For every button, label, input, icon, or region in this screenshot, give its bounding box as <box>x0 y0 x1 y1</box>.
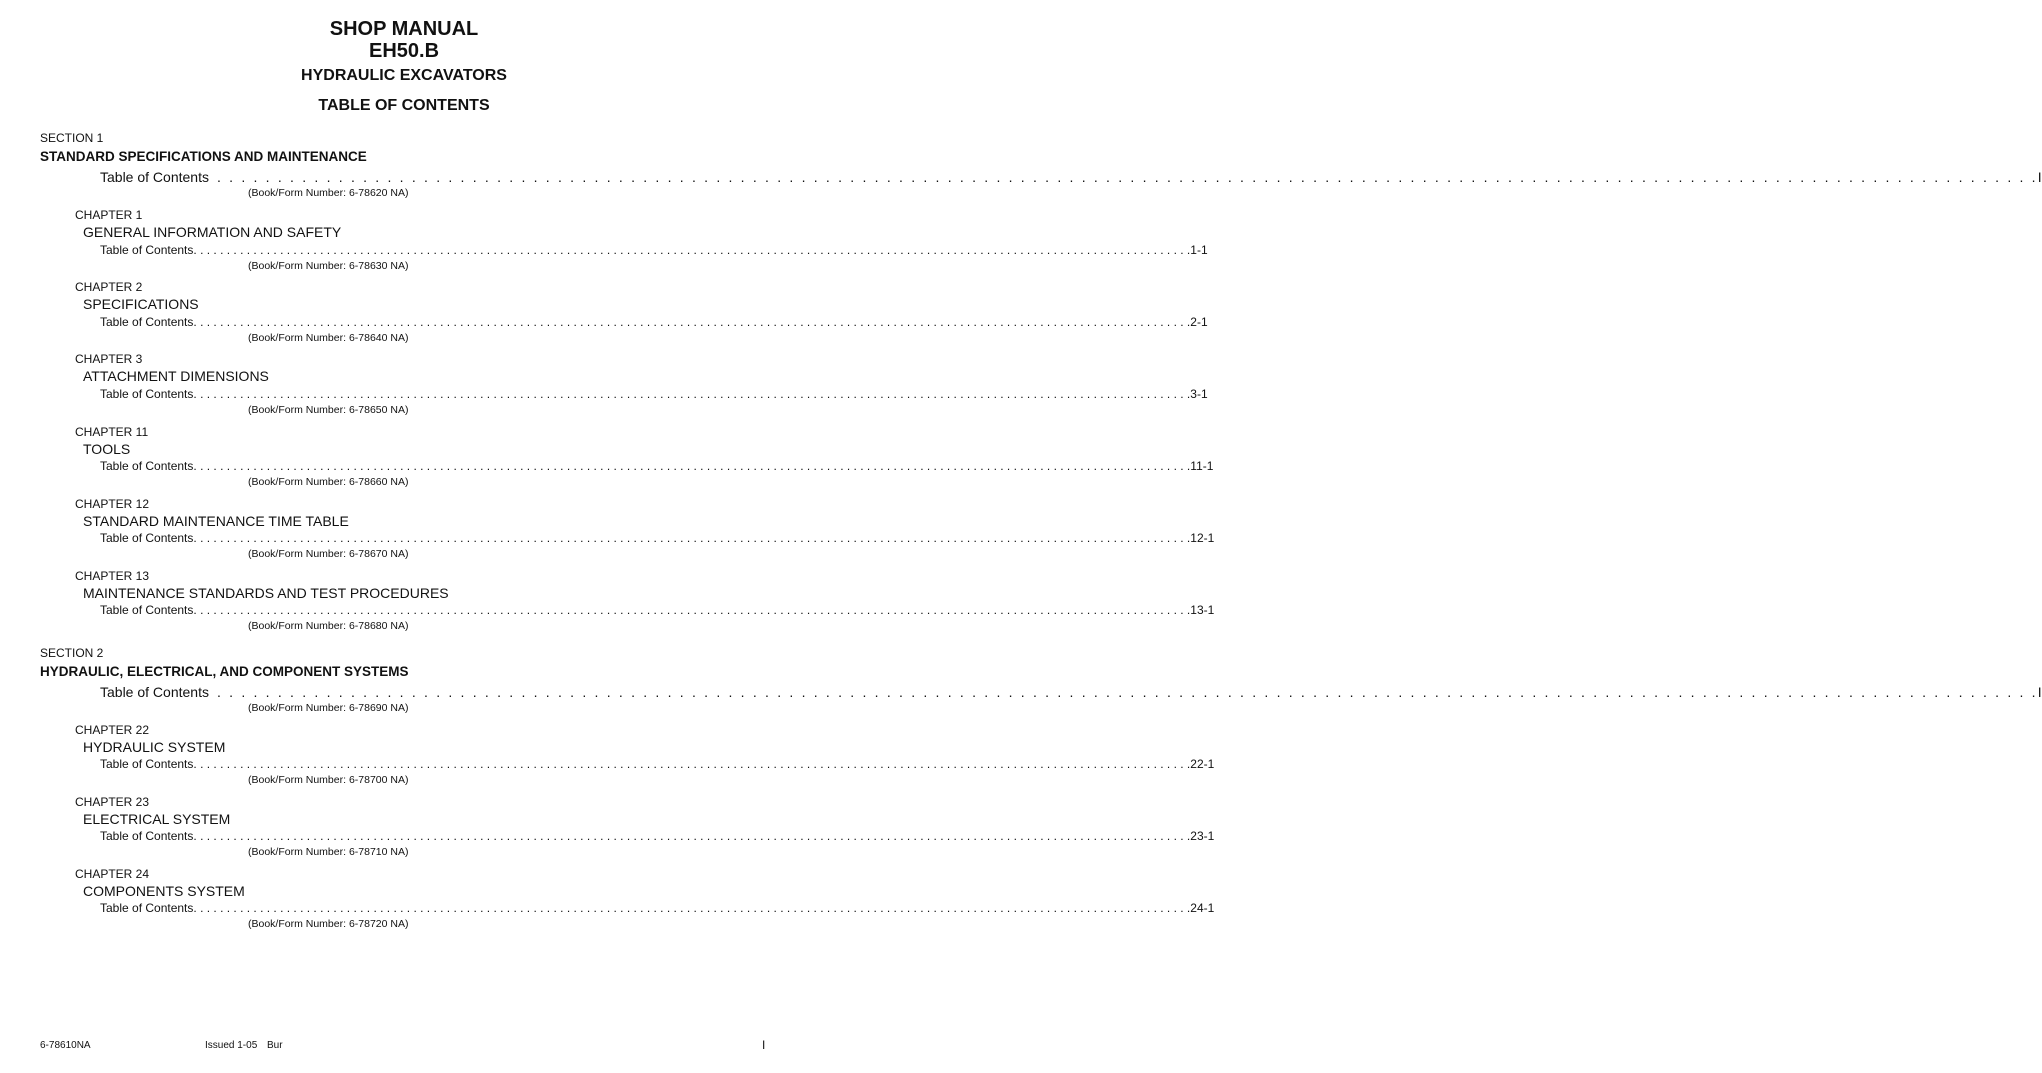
chapter-label: CHAPTER 13 <box>75 569 150 583</box>
chapter-title: COMPONENTS SYSTEM <box>83 883 245 899</box>
model-number: EH50.B <box>368 40 440 62</box>
dot-leader: . . . . . . . . . . . . . . . . . . . . . . . . . . . . . . . . . . . . . . . . . . . . . . . . . . . . . . . . . . . . . . . . . . . . . . . . . . . . . . . . . . . . . . . . . . . . . . . . . . . . . . . . . . . . . . . . . . . . . . . . . . . . . . . . . . . . . . . . . . . . . . . . . . . . . . <box>193 387 1191 401</box>
book-number: (Book/Form Number: 6-78630 NA) <box>248 260 409 272</box>
manual-subtitle: HYDRAULIC EXCAVATORS <box>301 67 507 84</box>
chapter-toc-entry[interactable] <box>100 315 1208 329</box>
chapter-title: ELECTRICAL SYSTEM <box>83 811 231 827</box>
book-number: (Book/Form Number: 6-78680 NA) <box>248 620 409 632</box>
chapter-label: CHAPTER 12 <box>75 497 150 511</box>
page-number: 1-1 <box>1190 243 1208 257</box>
chapter-label: CHAPTER 23 <box>75 795 150 809</box>
toc-label: Table of Contents <box>100 387 194 401</box>
dot-leader: . . . . . . . . . . . . . . . . . . . . . . . . . . . . . . . . . . . . . . . . . . . . . . . . . . . . . . . . . . . . . . . . . . . . . . . . . . . . . . . . . . . . . . . . . . . . . . . . . . . . . . . . . . . . . . . . . . . . . . . . . . . . . . . . . . . . . . . . . . . . . . . . . . . . . . <box>193 243 1191 257</box>
toc-label: Table of Contents <box>100 243 194 257</box>
chapter-toc-entry[interactable] <box>100 603 1215 617</box>
book-number: (Book/Form Number: 6-78650 NA) <box>248 404 409 416</box>
toc-label: Table of Contents <box>100 459 194 473</box>
footer-page-number: I <box>762 1038 766 1052</box>
manual-title: SHOP MANUAL <box>329 18 479 40</box>
dot-leader: . . . . . . . . . . . . . . . . . . . . . . . . . . . . . . . . . . . . . . . . . . . . . . . . . . . . . . . . . . . . . . . . . . . . . . . . . . . . . . . . . . . . . . . . . . . . . . . . . . . . . . . . . . . . . . . . . . . . . . . . . . . . . . . . . . . . . . . . . . . . . . . . . . . . . . <box>216 169 2038 185</box>
chapter-title: TOOLS <box>83 441 131 457</box>
footer-form-number: 6-78610NA <box>40 1040 91 1051</box>
book-number: (Book/Form Number: 6-78640 NA) <box>248 332 409 344</box>
toc-label: Table of Contents <box>100 901 194 915</box>
toc-heading: TABLE OF CONTENTS <box>318 97 490 114</box>
chapter-toc-entry[interactable] <box>100 387 1208 401</box>
page-number: I <box>2037 684 2042 700</box>
section-2-label: SECTION 2 <box>40 646 104 660</box>
dot-leader: . . . . . . . . . . . . . . . . . . . . . . . . . . . . . . . . . . . . . . . . . . . . . . . . . . . . . . . . . . . . . . . . . . . . . . . . . . . . . . . . . . . . . . . . . . . . . . . . . . . . . . . . . . . . . . . . . . . . . . . . . . . . . . . . . . . . . . . . . . . . . . . . . . . . . . <box>193 459 1191 473</box>
dot-leader: . . . . . . . . . . . . . . . . . . . . . . . . . . . . . . . . . . . . . . . . . . . . . . . . . . . . . . . . . . . . . . . . . . . . . . . . . . . . . . . . . . . . . . . . . . . . . . . . . . . . . . . . . . . . . . . . . . . . . . . . . . . . . . . . . . . . . . . . . . . . . . . . . . . . . . <box>193 315 1191 329</box>
footer-author: Bur <box>267 1040 283 1051</box>
toc-label: Table of Contents <box>100 169 209 185</box>
dot-leader: . . . . . . . . . . . . . . . . . . . . . . . . . . . . . . . . . . . . . . . . . . . . . . . . . . . . . . . . . . . . . . . . . . . . . . . . . . . . . . . . . . . . . . . . . . . . . . . . . . . . . . . . . . . . . . . . . . . . . . . . . . . . . . . . . . . . . . . . . . . . . . . . . . . . . . <box>193 603 1191 617</box>
dot-leader: . . . . . . . . . . . . . . . . . . . . . . . . . . . . . . . . . . . . . . . . . . . . . . . . . . . . . . . . . . . . . . . . . . . . . . . . . . . . . . . . . . . . . . . . . . . . . . . . . . . . . . . . . . . . . . . . . . . . . . . . . . . . . . . . . . . . . . . . . . . . . . . . . . . . . . <box>193 901 1191 915</box>
page-number: 2-1 <box>1190 315 1208 329</box>
page-number: 12-1 <box>1190 531 1215 545</box>
chapter-title: MAINTENANCE STANDARDS AND TEST PROCEDURES <box>83 585 449 601</box>
chapter-toc-entry[interactable] <box>100 757 1215 771</box>
dot-leader: . . . . . . . . . . . . . . . . . . . . . . . . . . . . . . . . . . . . . . . . . . . . . . . . . . . . . . . . . . . . . . . . . . . . . . . . . . . . . . . . . . . . . . . . . . . . . . . . . . . . . . . . . . . . . . . . . . . . . . . . . . . . . . . . . . . . . . . . . . . . . . . . . . . . . . <box>193 829 1191 843</box>
book-number: (Book/Form Number: 6-78700 NA) <box>248 774 409 786</box>
chapter-title: ATTACHMENT DIMENSIONS <box>83 368 269 384</box>
dot-leader: . . . . . . . . . . . . . . . . . . . . . . . . . . . . . . . . . . . . . . . . . . . . . . . . . . . . . . . . . . . . . . . . . . . . . . . . . . . . . . . . . . . . . . . . . . . . . . . . . . . . . . . . . . . . . . . . . . . . . . . . . . . . . . . . . . . . . . . . . . . . . . . . . . . . . . <box>216 684 2038 700</box>
toc-label: Table of Contents <box>100 829 194 843</box>
section-2-toc-entry[interactable] <box>100 684 2042 700</box>
toc-label: Table of Contents <box>100 684 209 700</box>
page-number: 24-1 <box>1190 901 1215 915</box>
chapter-toc-entry[interactable] <box>100 243 1208 257</box>
page-number: 23-1 <box>1190 829 1215 843</box>
chapter-toc-entry[interactable] <box>100 459 1214 473</box>
chapter-toc-entry[interactable] <box>100 901 1215 915</box>
toc-label: Table of Contents <box>100 315 194 329</box>
chapter-title: GENERAL INFORMATION AND SAFETY <box>83 224 342 240</box>
section-1-toc-entry[interactable] <box>100 169 2042 185</box>
toc-label: Table of Contents <box>100 603 194 617</box>
toc-label: Table of Contents <box>100 531 194 545</box>
book-number: (Book/Form Number: 6-78690 NA) <box>248 702 409 714</box>
page-number: 22-1 <box>1190 757 1215 771</box>
section-1-label: SECTION 1 <box>40 131 104 145</box>
chapter-label: CHAPTER 24 <box>75 867 150 881</box>
section-1-title: STANDARD SPECIFICATIONS AND MAINTENANCE <box>40 149 367 164</box>
chapter-title: HYDRAULIC SYSTEM <box>83 739 226 755</box>
footer-issued: Issued 1-05 <box>205 1040 258 1051</box>
page-number: 11-1 <box>1190 459 1214 473</box>
page-number: 3-1 <box>1190 387 1208 401</box>
dot-leader: . . . . . . . . . . . . . . . . . . . . . . . . . . . . . . . . . . . . . . . . . . . . . . . . . . . . . . . . . . . . . . . . . . . . . . . . . . . . . . . . . . . . . . . . . . . . . . . . . . . . . . . . . . . . . . . . . . . . . . . . . . . . . . . . . . . . . . . . . . . . . . . . . . . . . . <box>193 757 1191 771</box>
chapter-label: CHAPTER 3 <box>75 352 143 366</box>
chapter-title: SPECIFICATIONS <box>83 296 199 312</box>
chapter-toc-entry[interactable] <box>100 829 1215 843</box>
book-number: (Book/Form Number: 6-78660 NA) <box>248 476 409 488</box>
chapter-toc-entry[interactable] <box>100 531 1215 545</box>
chapter-title: STANDARD MAINTENANCE TIME TABLE <box>83 513 349 529</box>
chapter-label: CHAPTER 11 <box>75 425 149 439</box>
dot-leader: . . . . . . . . . . . . . . . . . . . . . . . . . . . . . . . . . . . . . . . . . . . . . . . . . . . . . . . . . . . . . . . . . . . . . . . . . . . . . . . . . . . . . . . . . . . . . . . . . . . . . . . . . . . . . . . . . . . . . . . . . . . . . . . . . . . . . . . . . . . . . . . . . . . . . . <box>193 531 1191 545</box>
chapter-label: CHAPTER 1 <box>75 208 143 222</box>
page-number: 13-1 <box>1190 603 1215 617</box>
chapter-label: CHAPTER 22 <box>75 723 150 737</box>
page-number: I <box>2037 169 2042 185</box>
chapter-label: CHAPTER 2 <box>75 280 143 294</box>
book-number: (Book/Form Number: 6-78720 NA) <box>248 918 409 930</box>
section-2-title: HYDRAULIC, ELECTRICAL, AND COMPONENT SYSTEMS <box>40 664 409 679</box>
book-number: (Book/Form Number: 6-78620 NA) <box>248 187 409 199</box>
book-number: (Book/Form Number: 6-78710 NA) <box>248 846 409 858</box>
book-number: (Book/Form Number: 6-78670 NA) <box>248 548 409 560</box>
toc-label: Table of Contents <box>100 757 194 771</box>
